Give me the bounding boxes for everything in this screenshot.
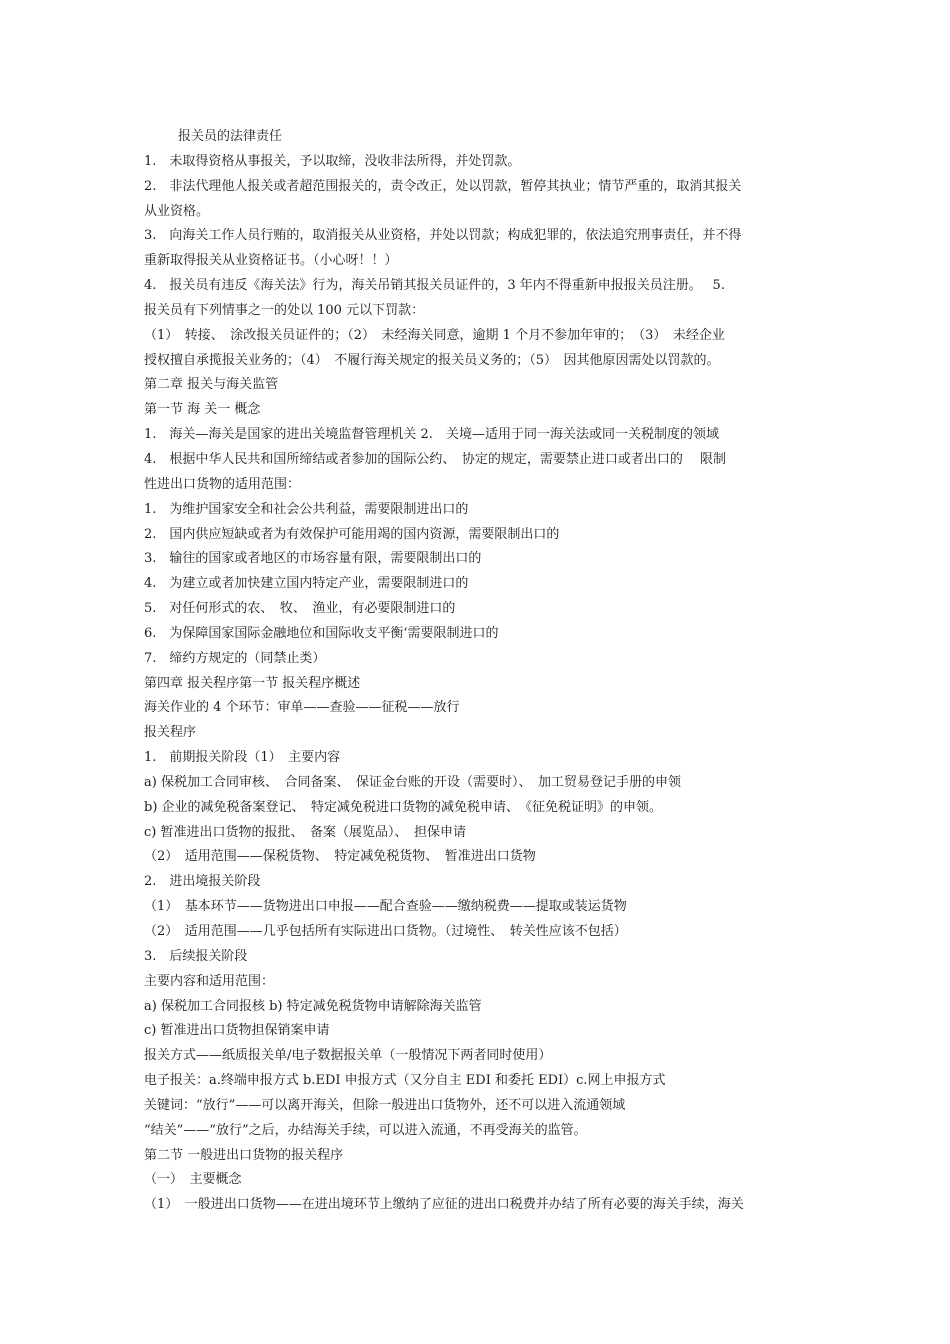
text-line: 4. 根据中华人民共和国所缔结或者参加的国际公约、 协定的规定，需要禁止进口或者出口的 限制: [144, 451, 727, 467]
text-line: 6. 为保障国家国际金融地位和国际收支平衡‘需要限制进口的: [144, 625, 499, 641]
text-line: （一） 主要概念: [144, 1172, 242, 1188]
text-line: 2. 进出境报关阶段: [144, 874, 261, 890]
text-line: c) 暂准进出口货物担保销案申请: [144, 1023, 330, 1039]
text-line: 第四章 报关程序第一节 报关程序概述: [144, 675, 361, 691]
text-line: 3. 输往的国家或者地区的市场容量有限，需要限制出口的: [144, 551, 482, 567]
section-heading: 报关员的法律责任: [178, 129, 283, 144]
text-line: 3. 向海关工作人员行贿的，取消报关从业资格，并处以罚款；构成犯罪的，依法追究刑事责任，并不得: [144, 228, 742, 244]
text-line: （1） 基本环节——货物进出口申报——配合查验——缴纳税费——提取或装运货物: [144, 899, 627, 915]
text-line: 1. 未取得资格从事报关，予以取缔，没收非法所得，并处罚款。: [144, 153, 521, 169]
text-line: 1. 为维护国家安全和社会公共利益，需要限制进出口的: [144, 501, 469, 517]
text-line: 3. 后续报关阶段: [144, 948, 248, 964]
text-line: 海关作业的 4 个环节：审单——查验——征税——放行: [144, 700, 460, 716]
text-line: 第二章 报关与海关监管: [144, 377, 279, 393]
text-line: 授权擅自承揽报关业务的；（4） 不履行海关规定的报关员义务的；（5） 因其他原因需处以罚款的。: [144, 352, 720, 368]
text-line: 报关员有下列情事之一的处以 100 元以下罚款：: [144, 302, 425, 318]
text-line: 第一节 海 关一 概念: [144, 402, 261, 418]
text-line: 1. 前期报关阶段（1） 主要内容: [144, 750, 341, 766]
text-line: 4. 报关员有违反《海关法》行为，海关吊销其报关员证件的，3 年内不得重新申报报关员注册。 5.: [144, 278, 725, 294]
text-line: a) 保税加工合同报核 b) 特定减免税货物申请解除海关监管: [144, 998, 482, 1014]
text-line: 性进出口货物的适用范围：: [144, 476, 301, 492]
text-line: 1. 海关—海关是国家的进出关境监督管理机关 2. 关境—适用于同一海关法或同一关税制度的领域: [144, 427, 719, 443]
text-line: 主要内容和适用范围：: [144, 973, 275, 989]
text-line: 5. 对任何形式的农、 牧、 渔业，有必要限制进口的: [144, 601, 456, 617]
text-line: c) 暂准进出口货物的报批、 备案（展览品）、 担保申请: [144, 824, 466, 840]
text-line: （1） 转接、 涂改报关员证件的；（2） 未经海关同意，逾期 1 个月不参加年审的； （3） 未经企业: [144, 327, 725, 343]
text-line: 报关方式——纸质报关单/电子数据报关单（一般情况下两者同时使用）: [144, 1048, 552, 1064]
text-line: 2. 国内供应短缺或者为有效保护可能用竭的国内资源，需要限制出口的: [144, 526, 560, 542]
text-line: 7. 缔约方规定的（同禁止类）: [144, 650, 326, 666]
text-line: 重新取得报关从业资格证书。（小心呀！！）: [144, 253, 398, 269]
text-line: a) 保税加工合同审核、 合同备案、 保证金台账的开设（需要时）、 加工贸易登记手册的申领: [144, 774, 681, 790]
text-line: 关键词：“放行”——可以离开海关，但除一般进出口货物外，还不可以进入流通领域: [144, 1097, 626, 1113]
text-line: （2） 适用范围——几乎包括所有实际进出口货物。（过境性、 转关性应该不包括）: [144, 924, 627, 939]
document-page: [144, 125, 812, 1218]
text-line: 电子报关：a.终端申报方式 b.EDI 申报方式（又分自主 EDI 和委托 EDI）c.网上申报方式: [144, 1073, 666, 1089]
text-line: 第二节 一般进出口货物的报关程序: [144, 1147, 344, 1163]
text-line: 报关程序: [144, 725, 197, 741]
text-line: “结关”——“放行”之后，办结海关手续，可以进入流通，不再受海关的监管。: [144, 1122, 587, 1138]
text-line: 4. 为建立或者加快建立国内特定产业，需要限制进口的: [144, 576, 469, 592]
text-line: 从业资格。: [144, 203, 210, 219]
text-line: （2） 适用范围——保税货物、 特定减免税货物、 暂准进出口货物: [144, 849, 536, 865]
text-line: 2. 非法代理他人报关或者超范围报关的，责令改正，处以罚款，暂停其执业；情节严重的，取消其报关: [144, 178, 742, 194]
text-line: b) 企业的减免税备案登记、 特定减免税进口货物的减免税申请、 《征免税证明》的申领。: [144, 799, 663, 815]
text-line: （1） 一般进出口货物——在进出境环节上缴纳了应征的进出口税费并办结了所有必要的海关手续，海关: [144, 1197, 744, 1213]
